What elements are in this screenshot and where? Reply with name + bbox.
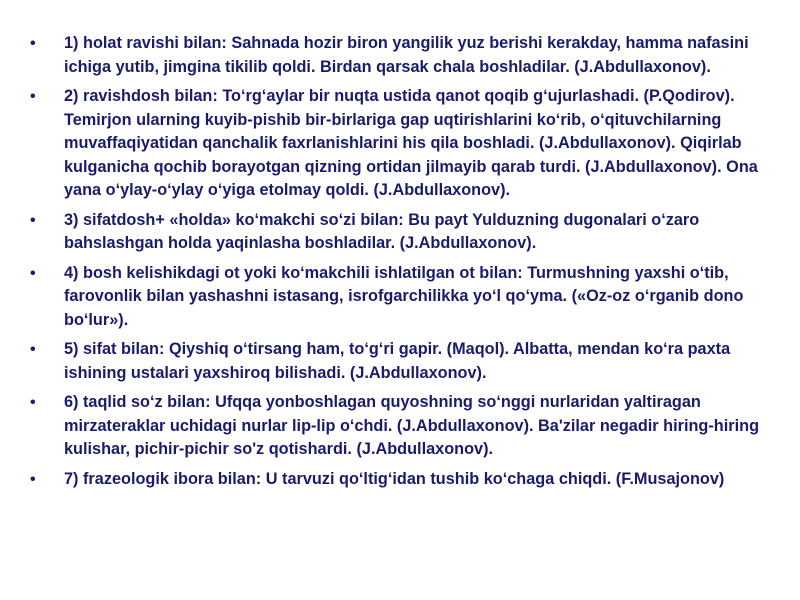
bullet-item-3: [30, 209, 770, 256]
bullet-dot-icon: •: [30, 35, 36, 52]
bullet-dot-icon: •: [30, 470, 36, 488]
bullet-list: [30, 32, 770, 491]
bullet-item-7: [30, 468, 770, 492]
bullet-item-2: [30, 85, 770, 203]
bullet-item-4: [30, 262, 770, 333]
bullet-text-1: 1) holat ravishi bilan: Sahnada hozir biron yangilik yuz berishi kerakday, hamma nafasini ichiga yutib, jimgina tikilib qoldi. Birdan qarsak chala boshladilar. (J.Abdullaxonov).: [64, 34, 749, 76]
bullet-dot-icon: •: [30, 211, 36, 229]
bullet-dot-icon: •: [30, 394, 36, 411]
bullet-text-4: 4) bosh kelishikdagi ot yoki ko‘makchili ishlatilgan ot bilan: Turmushning yaxshi o‘tib, farovonlik bilan yashashni istasang, isrofgarchilikka yo‘l qo‘yma. («Oz-oz o‘rganib dono bo‘lur»).: [64, 263, 744, 329]
bullet-text-5: 5) sifat bilan: Qiyshiq o‘tirsang ham, to‘g‘ri gapir. (Maqol). Albatta, mendan ko‘ra paxta ishining ustalari yaxshiroq bilishadi. (J.Abdullaxonov).: [64, 340, 731, 382]
bullet-item-5: [30, 338, 770, 385]
bullet-text-2: 2) ravishdosh bilan: To‘rg‘aylar bir nuqta ustida qanot qoqib g‘ujurlashadi. (P.Qodirov). Temirjon ularning kuyib-pishib bir-birlariga gap uqtirishlarini ko‘rib, o‘qituvchilarning muvaffaqiyatidan qanchalik faxrlanishlarini his qila boshladi. (J.Abdullaxonov). Qiqirlab kulganicha qochib borayotgan qizning ortidan jilmayib qarab turdi. (J.Abdullaxonov). Ona yana o‘ylay-o‘ylay o‘yiga etolmay qoldi. (J.Abdullaxonov).: [64, 87, 758, 199]
bullet-text-6: 6) taqlid so‘z bilan: Ufqqa yonboshlagan quyoshning so‘nggi nurlaridan yaltiragan mirzateraklar uchidagi nurlar lip-lip o‘chdi. (J.Abdullaxonov). Ba'zilar negadir hiring-hiring kulishar, pichir-pichir so'z qotishardi. (J.Abdullaxonov).: [64, 393, 760, 458]
bullet-dot-icon: •: [30, 88, 36, 105]
bullet-dot-icon: •: [30, 264, 36, 282]
bullet-item-1: [30, 32, 770, 79]
bullet-item-6: [30, 391, 770, 462]
bullet-dot-icon: •: [30, 341, 36, 358]
bullet-text-7: 7) frazeologik ibora bilan: U tarvuzi qo‘ltig‘idan tushib ko‘chaga chiqdi. (F.Musajonov): [64, 469, 725, 488]
bullet-text-3: 3) sifatdosh+ «holda» ko‘makchi so‘zi bilan: Bu payt Yulduzning dugonalari o‘zaro bahslashgan holda yaqinlasha boshladilar. (J.Abdullaxonov).: [64, 210, 700, 252]
